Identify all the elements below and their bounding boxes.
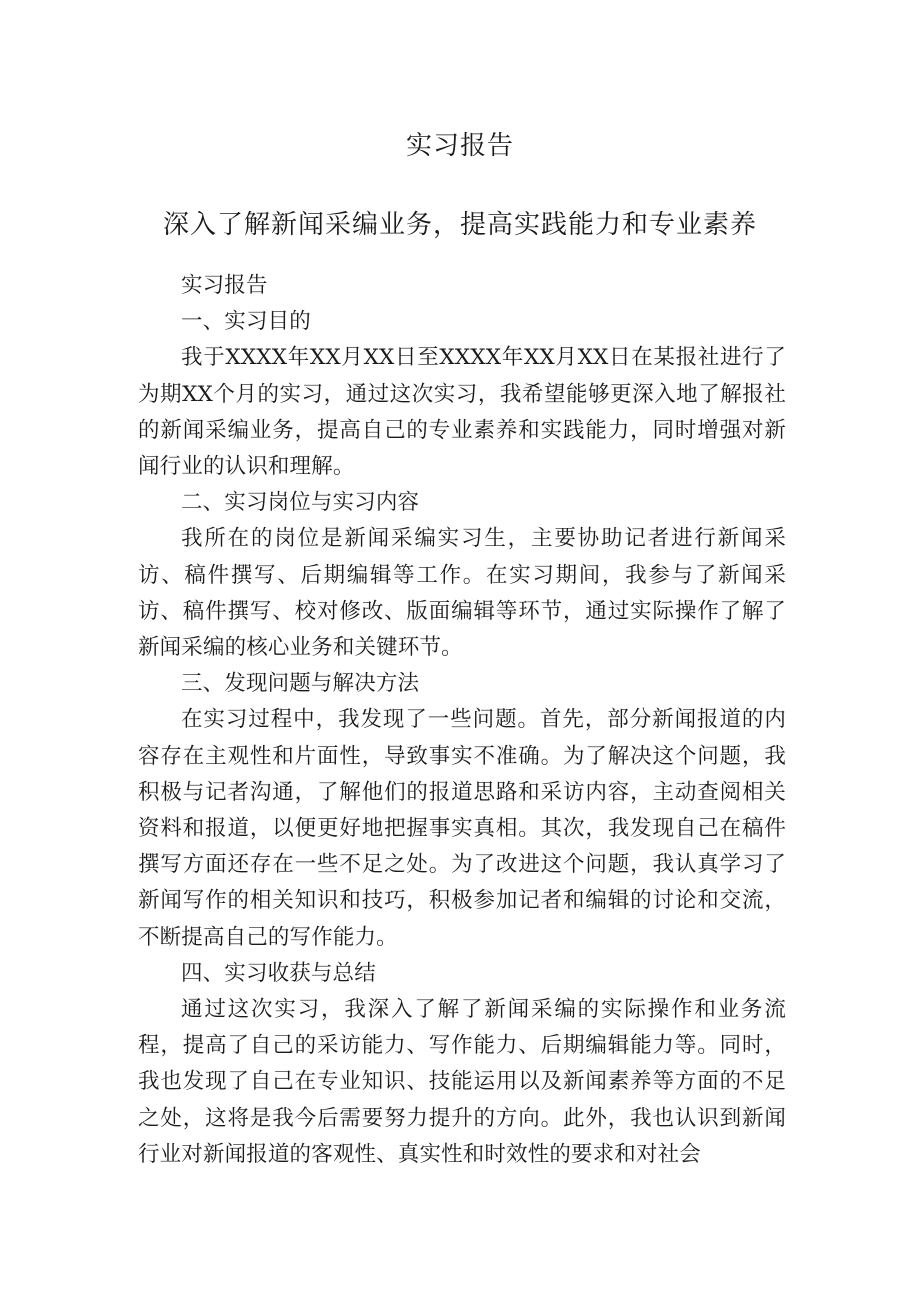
document-body [138,268,786,1173]
heading-position-and-content: 二、实习岗位与实习内容 [181,490,420,516]
document-subtitle: 深入了解新闻采编业务，提高实践能力和专业素养 [162,210,757,240]
paragraph-problems-and-solutions: 在实习过程中，我发现了一些问题。首先，部分新闻报道的内容存在主观性和片面性，导致事实不准确。为了解决这个问题，我积极与记者沟通，了解他们的报道思路和采访内容，主动查阅相关资料和报道，以便更好地把握事实真相。其次，我发现自己在稿件撰写方面还存在一些不足之处。为了改进这个问题，我认真学习了新闻写作的相关知识和技巧，积极参加记者和编辑的讨论和交流，不断提高自己的写作能力。 [138,707,786,950]
document-title: 实习报告 [405,131,514,161]
heading-gains-and-summary: 四、实习收获与总结 [181,960,376,986]
paragraph-gains-and-summary: 通过这次实习，我深入了解了新闻采编的实际操作和业务流程，提高了自己的采访能力、写作能力、后期编辑能力等。同时，我也发现了自己在专业知识、技能运用以及新闻素养等方面的不足之处，这将是我今后需要努力提升的方向。此外，我也认识到新闻行业对新闻报道的客观性、真实性和时效性的要求和对社会 [138,997,786,1167]
paragraph-internship-purpose: 我于XXXX年XX月XX日至XXXX年XX月XX日在某报社进行了为期XX个月的实习，通过这次实习，我希望能够更深入地了解报社的新闻采编业务，提高自己的专业素养和实践能力，同时增强对新闻行业的认识和理解。 [138,345,786,480]
heading-problems-and-solutions: 三、发现问题与解决方法 [181,671,420,697]
paragraph-position-and-content: 我所在的岗位是新闻采编实习生，主要协助记者进行新闻采访、稿件撰写、后期编辑等工作。在实习期间，我参与了新闻采访、稿件撰写、校对修改、版面编辑等环节，通过实际操作了解了新闻采编的核心业务和关键环节。 [138,526,786,661]
paragraph-report-label: 实习报告 [181,273,268,298]
heading-internship-purpose: 一、实习目的 [181,309,311,335]
